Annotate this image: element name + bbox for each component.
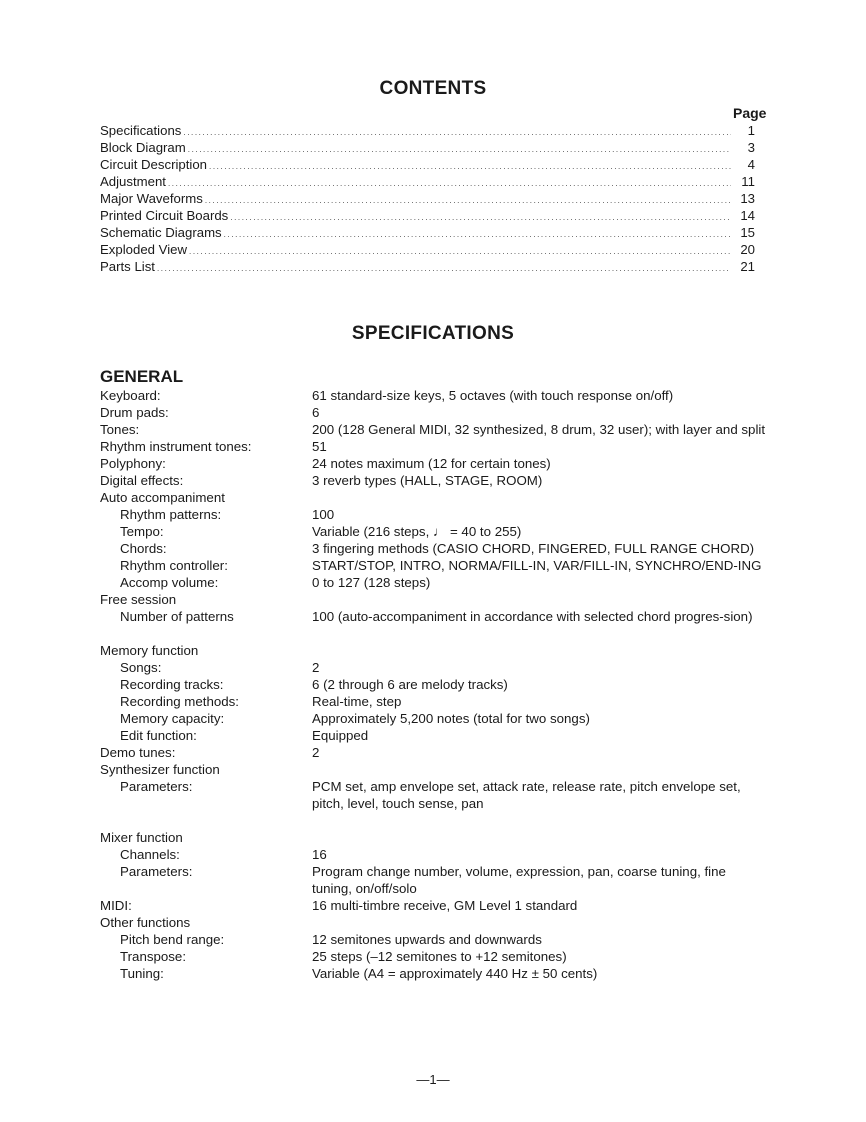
toc-leader-dots (157, 260, 731, 277)
spec-label: Transpose: (120, 949, 187, 964)
page-column-label: Page (733, 105, 767, 121)
spec-label: Polyphony: (100, 456, 166, 471)
spec-value: Variable (A4 = approximately 440 Hz ± 50 cents) (312, 966, 598, 981)
toc-leader-dots (183, 124, 731, 141)
spec-row-transpose (100, 948, 766, 965)
toc-leader-dots (230, 209, 731, 226)
spec-row-tones (100, 421, 766, 438)
specifications-list (100, 387, 766, 982)
toc-leader-dots (209, 158, 731, 175)
toc-entry-title: Printed Circuit Boards (100, 208, 229, 223)
spec-row-channels (100, 846, 766, 863)
spec-row-edit-function (100, 727, 766, 744)
spec-group-label: Memory function (100, 643, 199, 658)
toc-entry[interactable] (100, 122, 755, 139)
spec-group-label: Auto accompaniment (100, 490, 225, 505)
spec-label: Keyboard: (100, 388, 161, 403)
toc-entry-page: 14 (740, 208, 755, 223)
spec-value: 51 (312, 439, 327, 454)
spec-label: Memory capacity: (120, 711, 225, 726)
spec-row-midi (100, 897, 766, 914)
spec-group-label: Other functions (100, 915, 191, 930)
spec-value: 100 (auto-accompaniment in accordance with selected chord progres-sion) (312, 609, 753, 624)
spec-value: PCM set, amp envelope set, attack rate, release rate, pitch envelope set, pitch, level, touch sense, pan (312, 779, 741, 811)
spec-label: Demo tunes: (100, 745, 176, 760)
spec-value: 12 semitones upwards and downwards (312, 932, 542, 947)
toc-entry[interactable] (100, 224, 755, 241)
spec-label: Pitch bend range: (120, 932, 225, 947)
spec-group-label: Synthesizer function (100, 762, 220, 777)
spec-row-tempo (100, 523, 766, 540)
toc-entry-title: Block Diagram (100, 140, 186, 155)
toc-entry[interactable] (100, 156, 755, 173)
spec-label: Tempo: (120, 524, 164, 539)
spec-row-rhythm-controller (100, 557, 766, 574)
spec-group-label: Mixer function (100, 830, 183, 845)
spec-group-label: Free session (100, 592, 177, 607)
spec-label: Tones: (100, 422, 140, 437)
toc-entry-title: Schematic Diagrams (100, 225, 222, 240)
spec-value: 24 notes maximum (12 for certain tones) (312, 456, 551, 471)
spec-value: 100 (312, 507, 335, 522)
spec-value: 16 (312, 847, 327, 862)
spec-label: Accomp volume: (120, 575, 219, 590)
spec-label: Songs: (120, 660, 162, 675)
spec-row-keyboard (100, 387, 766, 404)
toc-entry-page: 13 (740, 191, 755, 206)
toc-entry[interactable] (100, 190, 755, 207)
spec-value: 200 (128 General MIDI, 32 synthesized, 8 drum, 32 user); with layer and split (312, 422, 766, 437)
toc-entry-title: Circuit Description (100, 157, 207, 172)
spec-row-number-of-patterns (100, 608, 766, 625)
spec-label: Tuning: (120, 966, 164, 981)
spec-value: 6 (312, 405, 320, 420)
spec-label: Rhythm patterns: (120, 507, 222, 522)
spec-row-accomp-volume (100, 574, 766, 591)
toc-entry-page: 20 (740, 242, 755, 257)
spec-row-rhythm-instrument-tones (100, 438, 766, 455)
spec-group-other-functions (100, 914, 766, 931)
toc-entry[interactable] (100, 139, 755, 156)
spec-row-memory-capacity (100, 710, 766, 727)
spec-group-auto-accompaniment (100, 489, 766, 506)
toc-entry-title: Major Waveforms (100, 191, 203, 206)
toc-entry-title: Specifications (100, 123, 182, 138)
toc-entry-page: 1 (747, 123, 755, 138)
contents-title: CONTENTS (379, 78, 487, 99)
spec-value: 61 standard-size keys, 5 octaves (with touch response on/off) (312, 388, 674, 403)
spec-group-memory-function (100, 642, 766, 659)
toc-entry-page: 3 (747, 140, 755, 155)
spec-row-polyphony (100, 455, 766, 472)
toc-leader-dots (189, 243, 731, 260)
spec-label: Parameters: (120, 864, 193, 879)
spec-value: 3 reverb types (HALL, STAGE, ROOM) (312, 473, 543, 488)
toc-leader-dots (168, 175, 731, 192)
spec-group-mixer-function (100, 829, 766, 846)
spec-row-chords (100, 540, 766, 557)
spec-value: Equipped (312, 728, 369, 743)
spec-label: Parameters: (120, 779, 193, 794)
toc-entry[interactable] (100, 207, 755, 224)
page-number: —1— (416, 1072, 450, 1087)
spec-value: 2 (312, 745, 320, 760)
spec-label: Rhythm controller: (120, 558, 228, 573)
spec-label: Edit function: (120, 728, 197, 743)
spec-row-drum-pads (100, 404, 766, 421)
general-section-title: GENERAL (100, 367, 184, 386)
spec-row-songs (100, 659, 766, 676)
spec-row-pitch-bend-range (100, 931, 766, 948)
spec-row-recording-methods (100, 693, 766, 710)
toc-entry[interactable] (100, 241, 755, 258)
spec-label: Digital effects: (100, 473, 184, 488)
spec-label: Rhythm instrument tones: (100, 439, 252, 454)
spec-row-digital-effects (100, 472, 766, 489)
spec-value: Real-time, step (312, 694, 402, 709)
spec-value: START/STOP, INTRO, NORMA/FILL-IN, VAR/FILL-IN, SYNCHRO/END-ING (312, 558, 762, 573)
spec-value: Program change number, volume, expression, pan, coarse tuning, fine tuning, on/off/solo (312, 864, 726, 896)
toc-entry-page: 21 (740, 259, 755, 274)
toc-entry[interactable] (100, 173, 755, 190)
toc-leader-dots (205, 192, 731, 209)
toc-entry-title: Exploded View (100, 242, 187, 257)
spec-label: MIDI: (100, 898, 132, 913)
spec-label: Recording tracks: (120, 677, 224, 692)
toc-entry[interactable] (100, 258, 755, 275)
spec-value: 2 (312, 660, 320, 675)
spec-row-demo-tunes (100, 744, 766, 761)
toc-entry-page: 11 (741, 174, 755, 189)
spec-row-synth-parameters (100, 778, 766, 812)
toc-entry-page: 4 (747, 157, 755, 172)
spec-row-rhythm-patterns (100, 506, 766, 523)
toc-entry-title: Adjustment (100, 174, 166, 189)
spec-row-mixer-parameters (100, 863, 766, 897)
spec-value: 25 steps (–12 semitones to +12 semitones) (312, 949, 567, 964)
spec-value: 6 (2 through 6 are melody tracks) (312, 677, 508, 692)
spec-label: Recording methods: (120, 694, 239, 709)
spec-row-recording-tracks (100, 676, 766, 693)
spec-label: Chords: (120, 541, 167, 556)
toc-leader-dots (224, 226, 731, 243)
toc-entry-page: 15 (740, 225, 755, 240)
toc-entry-title: Parts List (100, 259, 155, 274)
spec-value: 16 multi-timbre receive, GM Level 1 standard (312, 898, 578, 913)
spec-value: 0 to 127 (128 steps) (312, 575, 431, 590)
spec-row-tuning (100, 965, 766, 982)
spec-value: Variable (216 steps, ♩ = 40 to 255) (312, 524, 522, 539)
spec-label: Number of patterns (120, 609, 234, 624)
specifications-title: SPECIFICATIONS (351, 323, 515, 344)
spec-value: Approximately 5,200 notes (total for two songs) (312, 711, 590, 726)
spec-group-free-session (100, 591, 766, 608)
spec-label: Channels: (120, 847, 180, 862)
spec-value: 3 fingering methods (CASIO CHORD, FINGERED, FULL RANGE CHORD) (312, 541, 755, 556)
toc-leader-dots (188, 141, 731, 158)
spec-group-synthesizer-function (100, 761, 766, 778)
table-of-contents (100, 122, 755, 275)
spec-label: Drum pads: (100, 405, 169, 420)
